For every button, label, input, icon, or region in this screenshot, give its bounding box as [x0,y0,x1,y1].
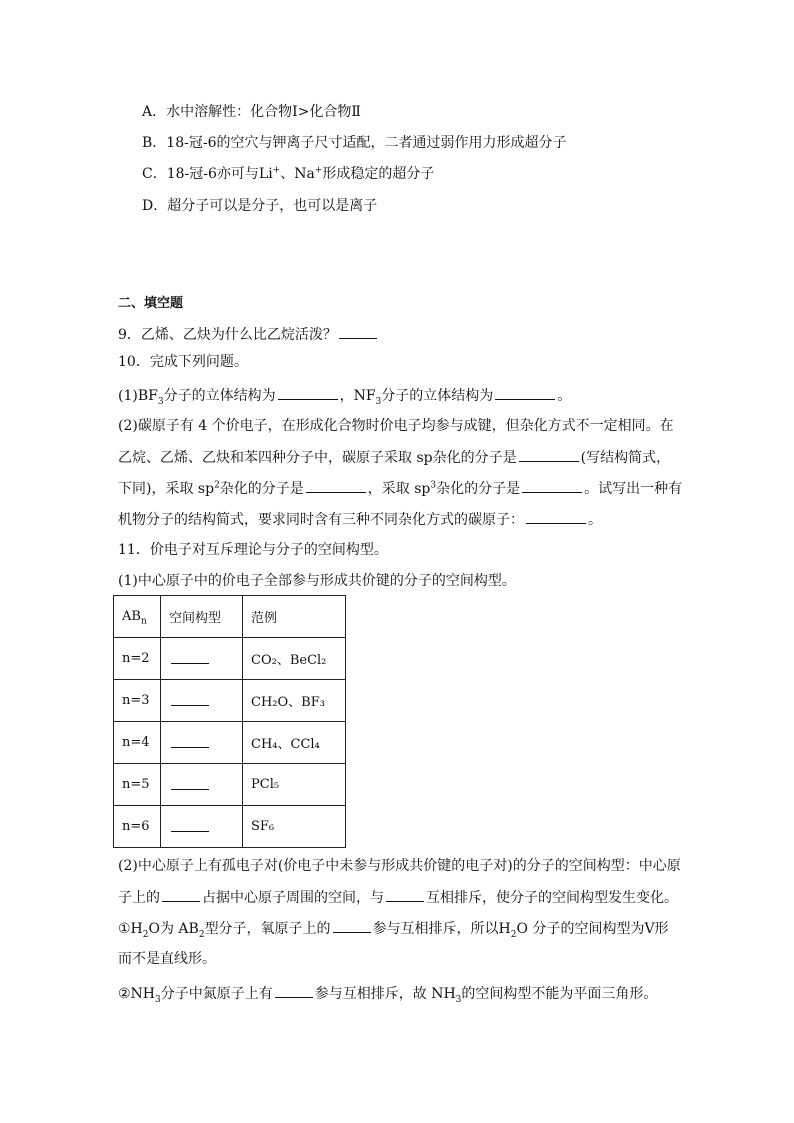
table-header-row [114,596,346,638]
answer-blank[interactable] [522,478,582,493]
row-n: n=2 [114,638,161,680]
row-n: n=6 [114,806,161,848]
table-row [114,638,346,680]
question-11-part-2-line-2: 子上的 占据中心原子周围的空间，与 互相排斥，使分子的空间构型发生变化。 [118,887,678,908]
answer-blank[interactable] [306,478,366,493]
answer-blank[interactable] [519,447,579,462]
answer-cell[interactable] [161,764,243,806]
answer-blank[interactable] [171,775,209,790]
table-row [114,806,346,848]
question-11-part-2-line-1: (2)中心原子上有孤电子对(价电子中未参与形成共价键的电子对)的分子的空间构型：中心原 [118,858,681,874]
row-n: n=4 [114,722,161,764]
header-shape: 空间构型 [161,596,243,638]
header-abn: $AB_n$ [114,596,161,638]
option-b: B．18-冠-6的空穴与钾离子尺寸适配，二者通过弱作用力形成超分子 [142,135,567,151]
question-10-part-2-line-3: 下同)，采取 $sp^2$杂化的分子是 ，采取 $sp^3$杂化的分子是 。试写出一种有 [118,478,682,499]
header-example: 范例 [243,596,346,638]
table-row [114,722,346,764]
row-example: CH₄、CCl₄ [243,722,346,764]
row-example: CH₂O、BF₃ [243,680,346,722]
row-n: n=3 [114,680,161,722]
answer-blank[interactable] [333,918,371,933]
answer-cell[interactable] [161,806,243,848]
answer-blank[interactable] [495,385,555,400]
question-10-part-2-line-4: 机物分子的结构简式，要求同时含有三种不同杂化方式的碳原子： 。 [118,509,602,530]
question-11-part-1: (1)中心原子中的价电子全部参与形成共价键的分子的空间构型。 [118,573,516,589]
table-row [114,764,346,806]
question-11-title: 11．价电子对互斥理论与分子的空间构型。 [118,542,388,558]
answer-cell[interactable] [161,638,243,680]
question-11-part-3-line-2: 而不是直线形。 [118,951,216,967]
option-c: C．18-冠-6亦可与Li+、Na+形成稳定的超分子 [142,165,435,182]
row-example: SF₆ [243,806,346,848]
question-10-part-2-line-1: (2)碳原子有 4 个价电子，在形成化合物时价电子均参与成键，但杂化方式不一定相同。在 [118,418,674,434]
section-heading: 二、填空题 [118,296,184,311]
option-d: D．超分子可以是分子，也可以是离子 [142,198,378,214]
answer-blank[interactable] [171,691,209,706]
vsepr-table [113,595,346,848]
question-11-part-3-line-1: $①H_2O$为 $AB_2$型分子，氧原子上的 参与互相排斥，所以$H_2O$ 分子的空间构型为Ⅴ形 [118,918,669,939]
answer-blank[interactable] [526,509,586,524]
table-row [114,680,346,722]
answer-blank[interactable] [162,887,200,902]
answer-blank[interactable] [171,817,209,832]
row-example: PCl₅ [243,764,346,806]
option-a: A．水中溶解性：化合物Ⅰ>化合物Ⅱ [142,104,361,120]
answer-blank[interactable] [386,887,424,902]
answer-cell[interactable] [161,680,243,722]
row-example: CO₂、BeCl₂ [243,638,346,680]
answer-blank[interactable] [275,983,313,998]
question-10-part-2-line-2: 乙烷、乙烯、乙炔和苯四种分子中，碳原子采取 sp杂化的分子是 (写结构简式， [118,447,670,468]
answer-cell[interactable] [161,722,243,764]
question-10-part-1: $(1)BF_3$分子的立体结构为 ，$NF_3$分子的立体结构为 。 [118,385,571,406]
answer-blank[interactable] [171,733,209,748]
row-n: n=5 [114,764,161,806]
answer-blank[interactable] [171,649,209,664]
question-11-part-4: $②NH_3$分子中氮原子上有 参与互相排斥，故 $NH_3$的空间构型不能为平面三角形。 [118,983,657,1004]
question-9: 9．乙烯、乙炔为什么比乙烷活泼？ [118,324,379,345]
question-10-title: 10．完成下列问题。 [118,354,248,370]
answer-blank[interactable] [339,324,377,339]
answer-blank[interactable] [278,385,338,400]
